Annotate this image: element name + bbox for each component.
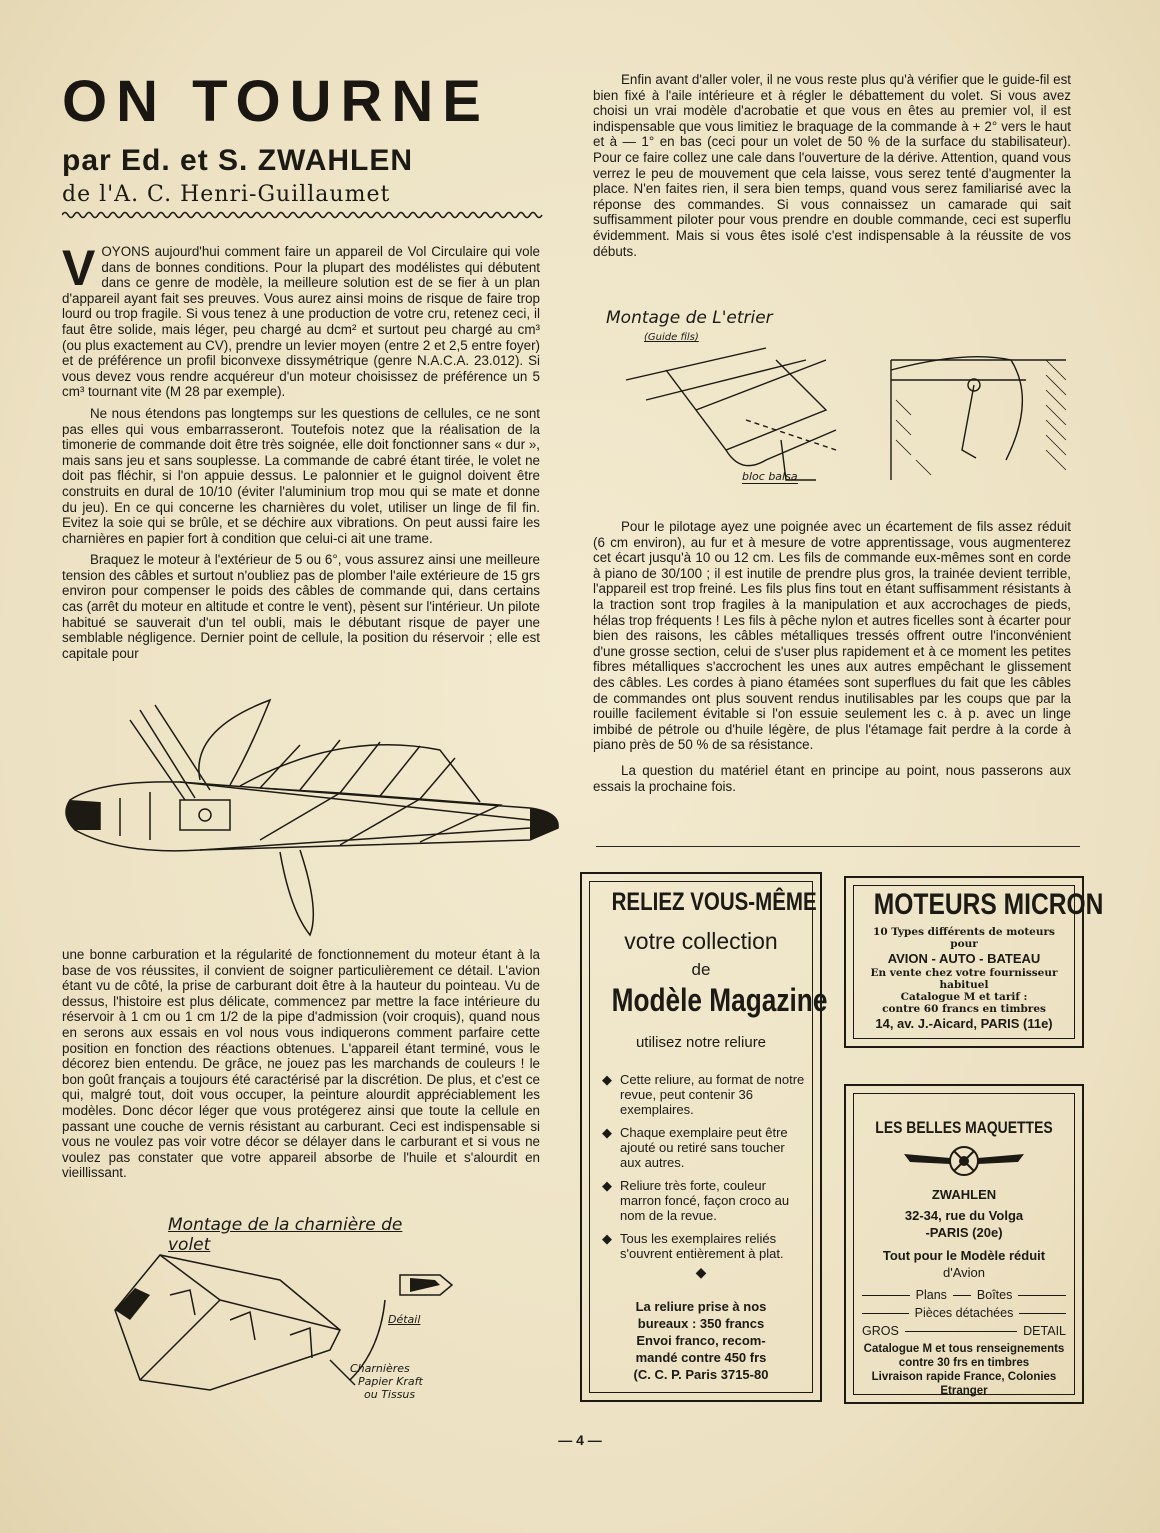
ad-maquettes-line: Boîtes: [976, 1288, 1013, 1302]
bullet-item: [602, 1125, 807, 1170]
charniere-hinge-drawing: [100, 1240, 480, 1410]
ad-maquettes-list: [862, 1286, 1066, 1340]
ad-reliure-line: RELIEZ VOUS-MÊME: [611, 888, 817, 916]
winged-logo-icon: [904, 1142, 1024, 1180]
ad-maquettes-footer: [858, 1342, 1070, 1398]
diamond-icon: ◆: [602, 1072, 612, 1087]
etrier-guide-drawing: [606, 340, 1076, 490]
ad-micron: [844, 876, 1104, 1048]
ad-maquettes-row: [862, 1322, 1066, 1340]
article-paragraph: [62, 240, 540, 400]
ad-reliure-line: de: [691, 960, 711, 979]
paragraph-text: OYONS aujourd'hui comment faire un appareil de Vol Circulaire qui vole dans de bonnes conditions. Pour la plupart des modélistes qui débutent dans ce genre de modèle, la meilleure solution est de se fier à un plan d'appareil ayant fait ses preuves. Vous aurez ainsi moins de risque de faire trop lourd ou trop fragile. Si vous tenez à une production de votre cru, retenez ceci, il faut être solide, mais léger, peu chargé au dcm² et surtout peu chargé au cm³ (ou plus exactement au CV), prendre un levier moyen (entre 2 et 2,5 entre foyer) et de préférence un profil biconvexe dissymétrique (genre N.A.C.A. 23.012). Si vous devez vous rendre acquéreur d'un moteur choisissez de préférence un 5 cm³ tournant vite (M 28 par exemple).: [62, 244, 540, 400]
bullet-text: Reliure très forte, couleur marron foncé, façon croco au nom de la revue.: [620, 1178, 790, 1223]
article-paragraph: une bonne carburation et la régularité de fonctionnement du moteur étant à la base de vos réussites, il convient de soigner particulièrement ce détail. L'avion étant vu de côté, la prise de carburant doit être à la hauteur du pointeau. Vu de dessus, l'histoire est plus délicate, commencez par mettre la face intérieure du réservoir à 1 cm ou 1 cm 1/2 de la pipe d'admission (voir croquis), quand nous en serons aux essais en vol nous vous indiquerons comment parfaire cette position en fonction des réactions obtenues. L'appareil étant terminé, vous le décorez bien entendu. De grâce, ne jouez pas les marchands de couleurs ! le bon goût français a toujours été caractérisé par la discrétion. De plus, et c'est ce qui, malgré tout, doit vous occuper, la peinture alourdit appréciablement les modèles. Donc décor léger que vous protégerez ainsi que toute la cellule en passant une couche de vernis résistant au carburant. Ceci est indispensable si vous ne voulez pas voir votre décor se délayer dans le carburant et si vous ne voulez pas constater que votre appareil absorbe de l'huile et s'alourdit en vieillissant.: [62, 947, 540, 1181]
ad-maquettes-line: DETAIL: [1023, 1324, 1066, 1338]
bullet-item: [602, 1231, 807, 1261]
page-number: — 4 —: [558, 1432, 602, 1448]
price-line: bureaux : 350 francs: [637, 1316, 765, 1331]
ad-maquettes-line: Tout pour le Modèle réduit: [882, 1248, 1046, 1263]
drop-cap: V: [62, 240, 96, 296]
title-divider: [62, 210, 544, 220]
article-title: ON TOURNE: [62, 69, 490, 134]
price-line: mandé contre 450 frs: [635, 1350, 767, 1365]
ad-maquettes-line: Etranger: [940, 1385, 988, 1397]
left-column-top: [62, 240, 540, 661]
ad-maquettes-row: [862, 1286, 1066, 1304]
charnieres-label-line: ou Tissus: [364, 1388, 416, 1401]
ad-reliure-price: [596, 1298, 806, 1383]
price-line: Envoi franco, recom-: [636, 1333, 766, 1348]
right-column-top: [593, 72, 1071, 259]
diamond-icon: ◆: [695, 1264, 707, 1280]
ad-reliure-brand: [592, 982, 828, 1019]
ad-micron-body: [854, 926, 1074, 1033]
ad-maquettes-line: -PARIS (20e): [925, 1225, 1003, 1240]
ad-reliure-heading: [592, 888, 817, 917]
ad-reliure: [580, 872, 828, 1402]
bullet-text: Cette reliure, au format de notre revue, peut contenir 36 exemplaires.: [620, 1072, 805, 1117]
article-paragraph: Pour le pilotage ayez une poignée avec un écartement de fils assez réduit (6 cm environ), au fur et à mesure de votre apprentissage, vous augmenterez cet écart jusqu'à 10 ou 12 cm. Les fils de commande eux-mêmes sont en corde à piano de 30/100 ; il est inutile de prendre plus gros, la trainée devient terrible, l'appareil est trop freiné. Les fils plus fins tout en étant suffisamment résistants à la traction sont trop fragiles à la manipulation et aux accrochages de pieds, hélas trop fréquents ! Les fils à pêche nylon et autres ficelles sont à écarter pour bien des raisons, les câbles métalliques tressés offrent outre l'inconvénient d'une grosse section, celui de s'user plus rapidement et à ce moment les petites fibres métalliques s'accrochent les unes aux autres empêchant le glissement des câbles. Les cordes à piano étamées sont superflues du fait que les câbles de commandes ont plus souvent rendus inutilisables par les coups que par la rouille facilement évitable si l'on essuie seulement les c. à p. avec un linge imbibé de pétrole ou d'huile légère, de plus l'étamage fait perdre à la corde à piano près de 50 % de sa résistance.: [593, 519, 1071, 753]
ad-micron-line: AVION - AUTO - BATEAU: [887, 951, 1041, 966]
article-paragraph: La question du matériel étant en principe au point, nous passerons aux essais la prochaine fois.: [593, 762, 1071, 794]
article-paragraph: Ne nous étendons pas longtemps sur les questions de cellules, ce ne sont pas elles qui vous embarrasseront. Toutefois notez que la réalisation de la timonerie de commande doit être très soignée, elle doit fonctionner sans « dur », mais sans jeu et sans souplesse. La commande de cabré étant tirée, le volet ne doit pas fléchir, si l'on appuie dessus. Le palonnier et le guignol doivent être construits en dural de 10/10 (éviter l'aluminium trop mou qui se mate et donne du jeu). En ce qui concerne les charnières du volet, utiliser un linge de fil fin. Evitez la soie qui se brûle, et se déchire aux vibrations. On peut aussi faire les charnières en papier fort à condition que celui-ci ait une trame.: [62, 405, 540, 546]
ad-reliure-line: Modèle Magazine: [611, 982, 828, 1018]
ad-micron-title: [854, 888, 1104, 922]
ad-maquettes-line: d'Avion: [943, 1265, 985, 1280]
article-paragraph: Enfin avant d'aller voler, il ne vous reste plus qu'à vérifier que le guide-fil est bien fixé à l'aile intérieure et à régler le débattement du volet. Si vous avez choisi un vrai modèle d'acrobatie et que vous en êtes au premier vol, il est indispensable que vous limitiez le braquage de la commande à + 2° vers le haut et à — 1° en bas (ceci pour un volet de 50 % de la surface du stabilisateur). Pour ce faire collez une cale dans l'ouverture de la dérive. Attention, quand vous verrez le peu de mouvement que cela laisse, vous serez tenté d'augmenter la place. N'en faites rien, il sera bien temps, quand vous serez familiarisé avec la réponse des commandes. Si vous connaissez un camarade qui sait suffisamment piloter pour vous prendre en double commande, ceci est superflu évidemment. Mais si vous êtes isolé c'est indispensable à la réussite de vos débuts.: [593, 72, 1071, 259]
diamond-icon: ◆: [602, 1125, 612, 1140]
ad-micron-line: 10 Types différents de moteurs: [873, 926, 1055, 938]
ad-reliure-line: votre collection: [624, 928, 778, 954]
etrier-figure-title: Montage de L'etrier: [606, 308, 773, 328]
ad-micron-line: contre 60 francs en timbres: [882, 1003, 1046, 1015]
ad-maquettes-row: [862, 1304, 1066, 1322]
ad-micron-line: 14, av. J.-Aicard, PARIS (11e): [875, 1016, 1053, 1031]
ad-reliure-bullets: [602, 1068, 807, 1261]
charniere-figure-title: Montage de la charnière de volet: [168, 1215, 403, 1255]
ad-micron-line: MOTEURS MICRON: [873, 888, 1104, 921]
ad-maquettes-body: [854, 1186, 1074, 1281]
ad-maquettes: [844, 1084, 1084, 1404]
ad-micron-line: En vente chez votre fournisseur: [870, 967, 1058, 979]
ad-micron-line: pour: [950, 938, 978, 950]
etrier-figure-subtitle: (Guide fils): [644, 332, 699, 343]
left-column-bottom: [62, 947, 540, 1181]
detail-label: Détail: [388, 1313, 421, 1326]
price-line: (C. C. P. Paris 3715-80: [633, 1367, 769, 1382]
price-line: La reliure prise à nos: [635, 1299, 767, 1314]
ad-maquettes-line: Livraison rapide France, Colonies: [871, 1371, 1057, 1383]
bullet-item: [602, 1072, 807, 1117]
article-club: de l'A. C. Henri-Guillaumet: [62, 182, 391, 207]
ad-maquettes-line: ZWAHLEN: [931, 1187, 997, 1202]
bloc-balsa-label: bloc balsa: [742, 470, 798, 483]
ad-reliure-line: utilisez notre reliure: [635, 1034, 767, 1051]
ad-micron-line: Catalogue M et tarif :: [900, 991, 1028, 1003]
right-column-middle: [593, 519, 1071, 794]
ad-maquettes-line: GROS: [862, 1324, 899, 1338]
bullet-text: Chaque exemplaire peut être ajouté ou retiré sans toucher aux autres.: [620, 1125, 788, 1170]
article-paragraph: Braquez le moteur à l'extérieur de 5 ou 6°, vous assurez ainsi une meilleure tension des câbles et surtout n'oubliez pas de plomber l'aile extérieure de 15 grs environ pour compenser le poids des câbles de commande qui, dans certains cas (arrêt du moteur en altitude et contre le vent), pèsent sur l'intérieur. Un pilote habitué se sauverait d'un tel oubli, mais le débutant risque de payer une semblable négligence. Dernier point de cellule, la position du réservoir ; elle est capitale pour: [62, 552, 540, 661]
charnieres-label-line: Charnières: [350, 1362, 410, 1375]
ad-maquettes-line: 32-34, rue du Volga: [904, 1208, 1024, 1223]
ad-maquettes-line: Catalogue M et tous renseignements contre 30 frs en timbres: [863, 1343, 1065, 1369]
charnieres-label-line: Papier Kraft: [358, 1375, 423, 1388]
diamond-icon: ◆: [602, 1178, 612, 1193]
section-divider: [596, 846, 1080, 847]
ad-micron-line: habituel: [939, 979, 989, 991]
bullet-text: Tous les exemplaires reliés s'ouvrent entièrement à plat.: [620, 1231, 784, 1261]
charnieres-label: [350, 1362, 423, 1401]
ad-maquettes-line: Pièces détachées: [914, 1306, 1014, 1320]
ad-maquettes-title: [854, 1118, 1074, 1138]
ad-maquettes-line: Plans: [915, 1288, 947, 1302]
bullet-item: [602, 1178, 807, 1223]
article-byline: par Ed. et S. ZWAHLEN: [62, 144, 414, 177]
airplane-cutaway-drawing: [60, 690, 560, 940]
diamond-icon: ◆: [602, 1231, 612, 1246]
ad-maquettes-line: LES BELLES MAQUETTES: [875, 1118, 1053, 1137]
